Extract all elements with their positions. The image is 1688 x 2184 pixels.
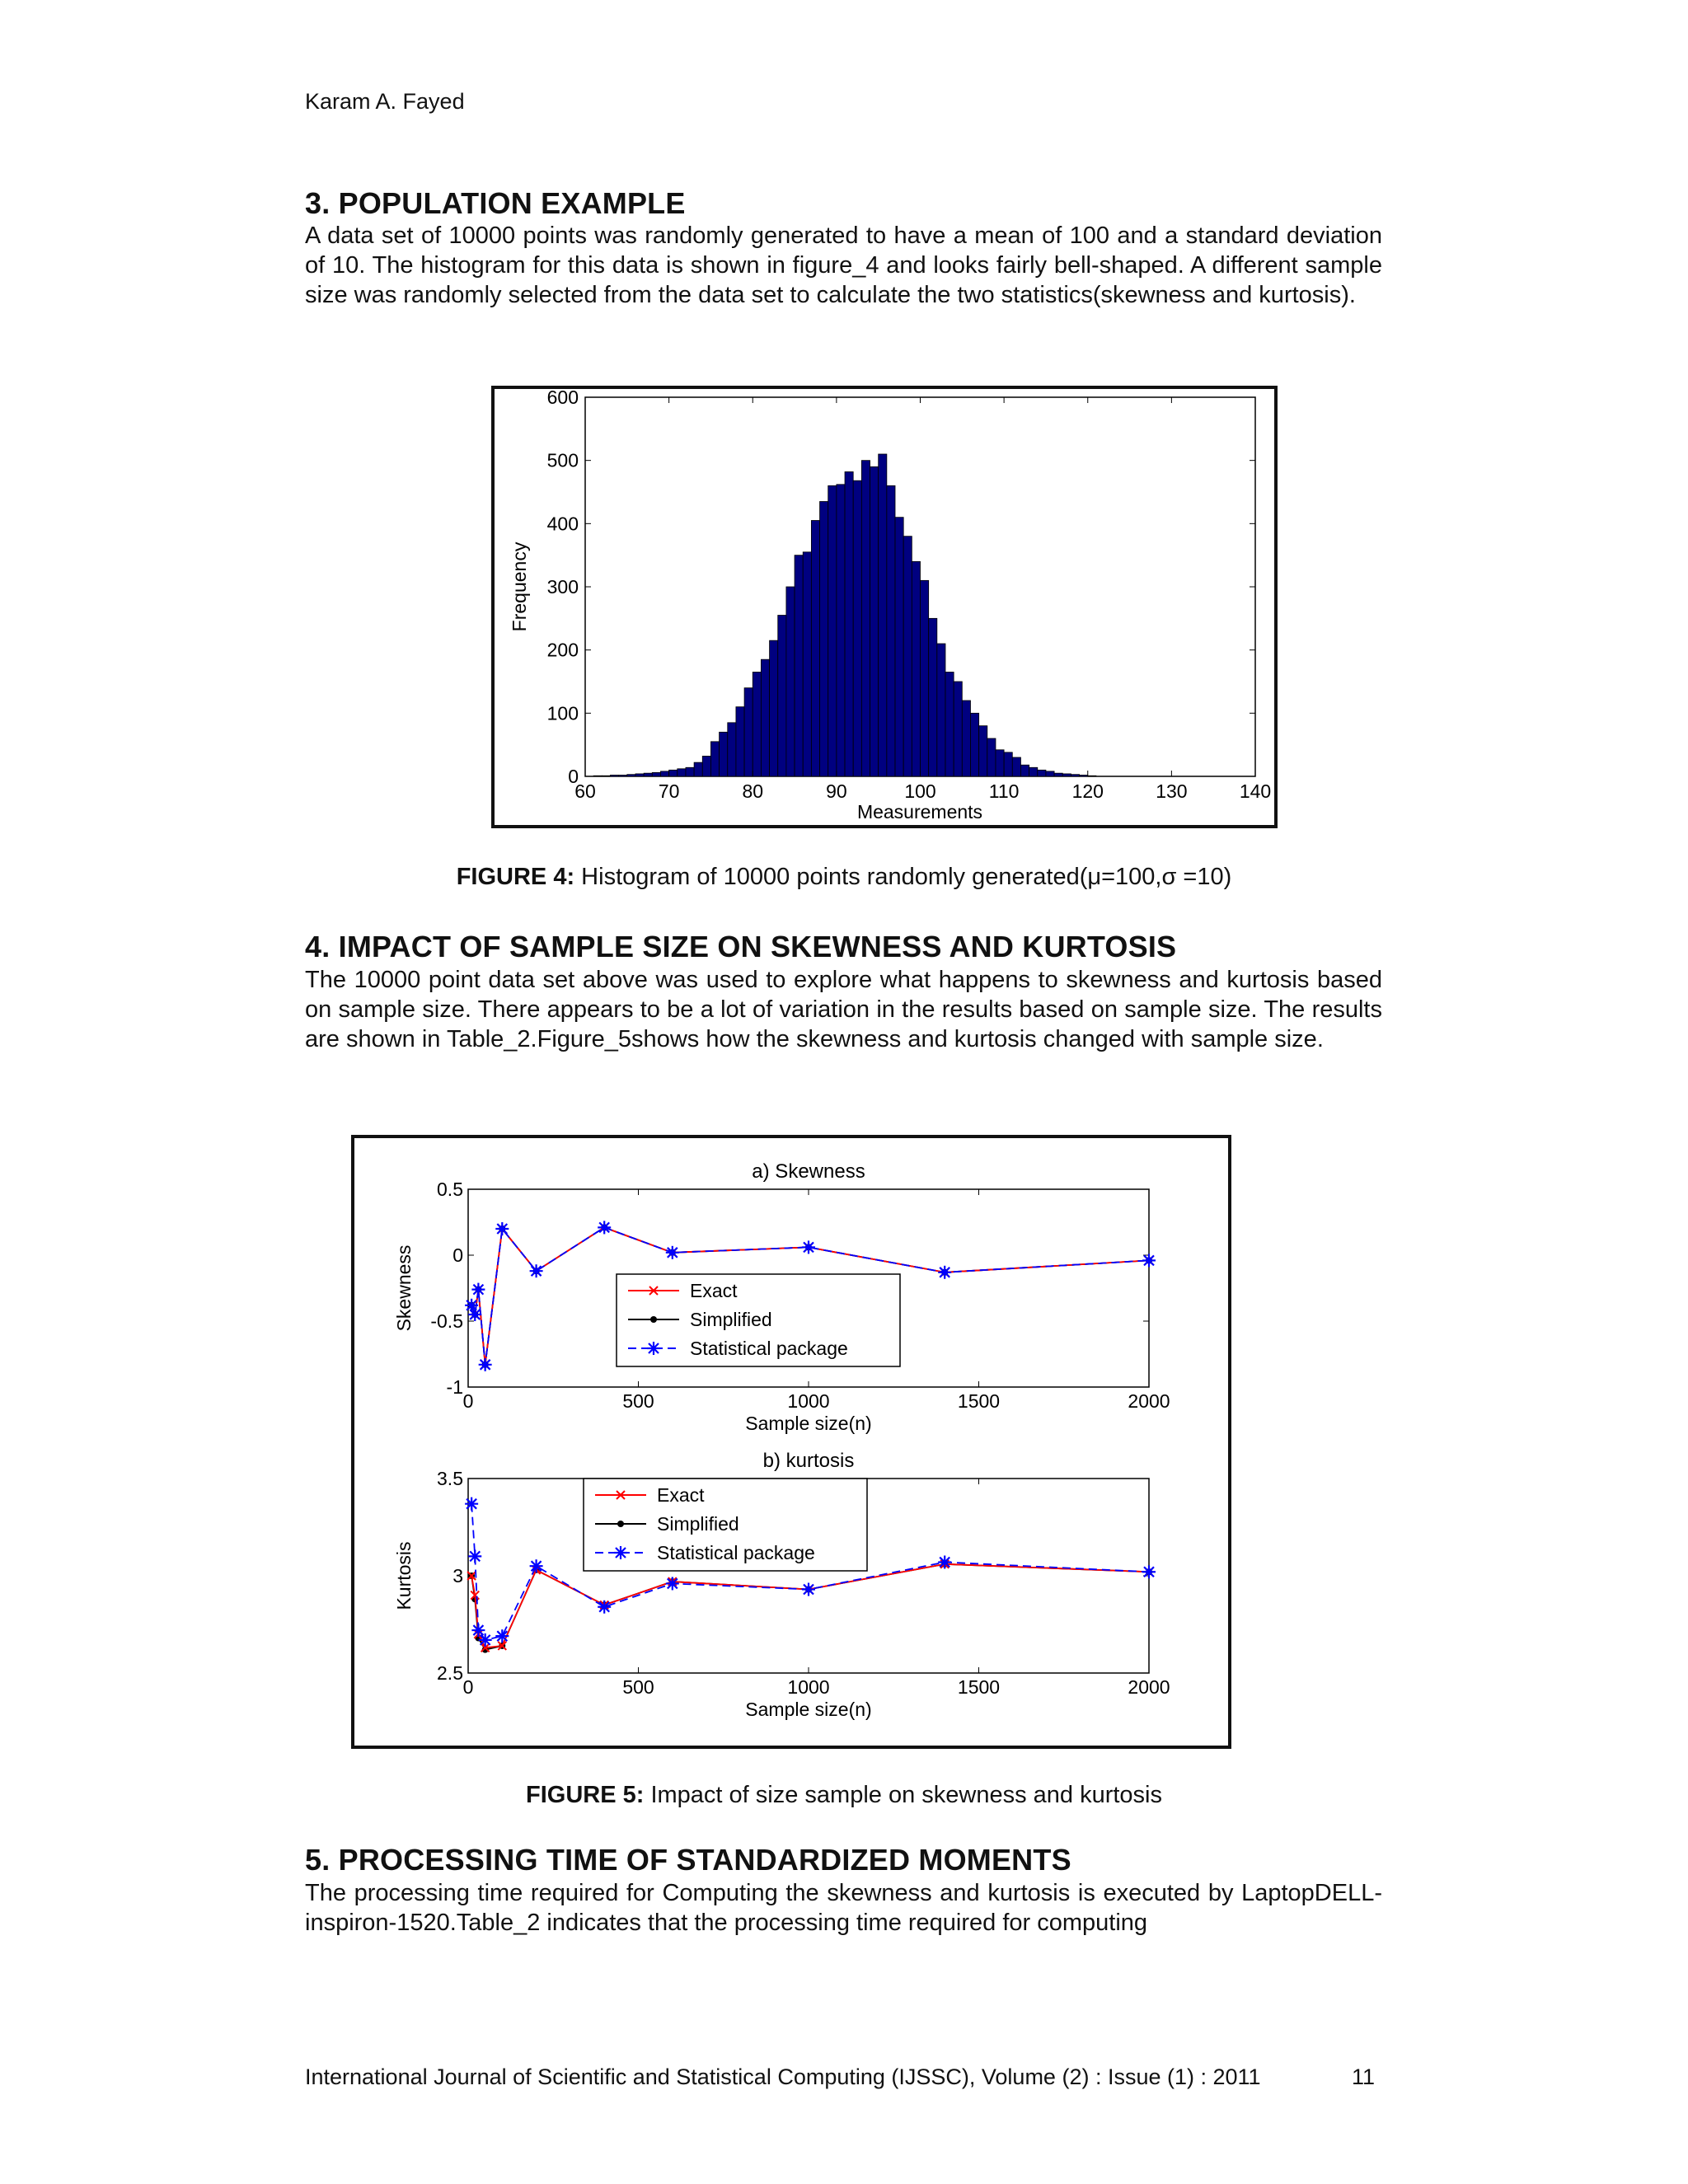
histogram-bar [853, 480, 861, 776]
series-point-statistical-package [666, 1577, 679, 1590]
histogram-bar [728, 723, 736, 776]
histogram-bar [1062, 774, 1071, 776]
panel-x-label: Sample size(n) [745, 1699, 872, 1720]
histogram-x-tick-label: 130 [1156, 780, 1188, 802]
panel-y-tick-label: 2.5 [437, 1662, 463, 1684]
panel-x-tick-label: 500 [622, 1390, 654, 1412]
figure-4-caption-text: Histogram of 10000 points randomly generated(μ=100,σ =10) [574, 864, 1232, 890]
figure-4-caption [0, 864, 1688, 891]
histogram-bar [1029, 767, 1038, 776]
figure-5-caption-label: FIGURE 5: [525, 1782, 645, 1808]
section-5-paragraph: The processing time required for Computing the skewness and kurtosis is executed by LaptopDELL-inspiron-1520.Table_2 indicates that the processing time required for computing [305, 1880, 1382, 1936]
panel-legend [617, 1274, 900, 1366]
series-point-statistical-package [471, 1624, 485, 1637]
panel-y-label: Kurtosis [393, 1541, 415, 1610]
histogram-bar [795, 555, 803, 776]
series-point-statistical-package [495, 1222, 509, 1235]
histogram-bar [820, 502, 828, 777]
legend-label: Simplified [690, 1309, 772, 1330]
histogram-bar [694, 762, 702, 776]
panel-y-tick-label: 3.5 [437, 1468, 463, 1489]
histogram-bar [937, 644, 945, 776]
legend-marker [650, 1316, 657, 1323]
histogram-bar [736, 707, 744, 776]
histogram-bar [627, 775, 635, 776]
figure-4-caption-label: FIGURE 4: [456, 864, 575, 890]
legend-label: Statistical package [690, 1338, 848, 1359]
legend-marker [617, 1521, 624, 1527]
histogram-y-label: Frequency [509, 541, 530, 632]
figure-5-frame [351, 1135, 1231, 1749]
running-header-author: Karam A. Fayed [305, 89, 465, 114]
histogram-bar [635, 774, 644, 776]
histogram-bar [1080, 775, 1088, 776]
panel-x-tick-label: 0 [462, 1390, 474, 1412]
histogram-bar [828, 485, 837, 776]
histogram-bar [912, 561, 920, 776]
section-4-paragraph: The 10000 point data set above was used to explore what happens to skewness and kurtosis based on sample size. There appears to be a lot of variation in the results based on sample size. The results are shown in Table_2.Figure_5shows how the skewness and kurtosis changed with sample size. [305, 967, 1382, 1052]
histogram-bar [786, 587, 795, 776]
series-point-statistical-package [465, 1497, 478, 1511]
histogram-bar [954, 682, 962, 776]
histogram-bar [996, 750, 1004, 776]
panel-x-tick-label: 1000 [787, 1390, 830, 1412]
series-point-statistical-package [471, 1283, 485, 1296]
histogram-bar [970, 713, 978, 776]
figure-5-caption-text: Impact of size sample on skewness and kurtosis [644, 1782, 1163, 1808]
histogram-y-tick-label: 0 [568, 766, 579, 787]
histogram-x-tick-label: 140 [1239, 780, 1272, 802]
page-number: 11 [1352, 2064, 1376, 2089]
section-3-paragraph: A data set of 10000 points was randomly generated to have a mean of 100 and a standard deviation of 10. The histogram for this data is shown in figure_4 and looks fairly bell-shaped. A different sample size was randomly selected from the data set to calculate the two statistics(skewness and kurtosis). [305, 223, 1382, 308]
histogram-bar [1038, 770, 1046, 776]
histogram-bar [660, 771, 668, 776]
section-4-title: 4. IMPACT OF SAMPLE SIZE ON SKEWNESS AND KURTOSIS [305, 930, 1177, 963]
histogram-bar [669, 770, 678, 776]
histogram-bar [744, 688, 753, 776]
panel-x-label: Sample size(n) [745, 1413, 872, 1434]
panel-y-tick-label: 0 [452, 1244, 463, 1266]
histogram-bar [610, 775, 618, 776]
legend-label: Simplified [657, 1513, 739, 1535]
histogram-bar [895, 518, 903, 776]
histogram-y-tick-label: 600 [546, 389, 579, 408]
series-point-statistical-package [495, 1629, 509, 1643]
legend-label: Exact [690, 1280, 738, 1301]
histogram-bar [686, 767, 694, 776]
series-point-statistical-package [802, 1583, 815, 1596]
histogram-bar [770, 640, 778, 776]
panel-x-tick-label: 500 [622, 1676, 654, 1698]
histogram-bar [1012, 757, 1020, 776]
panel-x-tick-label: 1000 [787, 1676, 830, 1698]
histogram-bar [845, 471, 853, 776]
legend-marker [647, 1342, 660, 1355]
histogram-x-tick-label: 110 [988, 780, 1020, 802]
histogram-bar [761, 659, 769, 776]
histogram-bar [652, 772, 660, 776]
panel-title: a) Skewness [752, 1160, 865, 1183]
section-5-title: 5. PROCESSING TIME OF STANDARDIZED MOMENTS [305, 1843, 1071, 1877]
series-point-statistical-package [598, 1221, 611, 1234]
series-point-statistical-package [530, 1559, 543, 1572]
histogram-bar [619, 775, 627, 776]
panel-x-tick-label: 1500 [957, 1390, 1001, 1412]
histogram-bar [861, 461, 870, 776]
legend-label: Exact [657, 1484, 705, 1506]
histogram-bar [1054, 773, 1062, 776]
histogram-bar [644, 773, 652, 776]
histogram-bar [962, 701, 970, 776]
histogram-y-tick-label: 300 [546, 576, 579, 598]
histogram-bar [987, 738, 996, 776]
series-point-statistical-package [1142, 1254, 1156, 1267]
panel-x-tick-label: 2000 [1128, 1390, 1170, 1412]
panel-legend [584, 1479, 867, 1571]
series-point-statistical-package [530, 1264, 543, 1277]
histogram-bar [929, 618, 937, 776]
histogram-x-tick-label: 100 [904, 780, 936, 802]
histogram-x-tick-label: 90 [826, 780, 847, 802]
histogram-x-tick-label: 80 [742, 780, 764, 802]
histogram-y-tick-label: 100 [546, 702, 579, 724]
series-point-statistical-package [938, 1266, 951, 1279]
panel-y-label: Skewness [393, 1244, 415, 1332]
series-point-statistical-package [666, 1246, 679, 1259]
histogram-x-label: Measurements [856, 801, 983, 823]
histogram-bar [870, 466, 879, 776]
histogram-y-tick-label: 200 [546, 639, 579, 661]
histogram-chart [495, 389, 1274, 825]
histogram-bar [903, 537, 912, 776]
series-point-statistical-package [468, 1308, 481, 1321]
histogram-bar [945, 673, 954, 777]
panel-x-tick-label: 0 [462, 1676, 474, 1698]
histogram-bar [879, 454, 887, 776]
histogram-bar [1071, 775, 1079, 776]
histogram-x-tick-label: 70 [658, 780, 680, 802]
panel-y-tick-label: -0.5 [430, 1310, 463, 1332]
panel-title: b) kurtosis [762, 1450, 855, 1472]
series-point-statistical-package [598, 1601, 611, 1614]
skewness-kurtosis-chart [354, 1138, 1228, 1746]
histogram-bar [887, 485, 895, 776]
series-point-statistical-package [1142, 1565, 1156, 1578]
histogram-bar [678, 769, 686, 776]
histogram-bar [702, 756, 710, 776]
panel-x-tick-label: 1500 [957, 1676, 1001, 1698]
histogram-bar [1004, 752, 1012, 776]
histogram-bar [1046, 771, 1054, 776]
histogram-bar [753, 673, 761, 777]
footer-journal: International Journal of Scientific and Statistical Computing (IJSSC), Volume (2) : Issue (1) : 2011 [305, 2064, 1261, 2089]
histogram-bar [1020, 765, 1029, 776]
histogram-x-tick-label: 60 [574, 780, 596, 802]
legend-marker [614, 1546, 627, 1559]
series-point-statistical-package [468, 1549, 481, 1563]
histogram-bar [778, 616, 786, 777]
histogram-y-tick-label: 500 [546, 449, 579, 471]
series-point-statistical-package [938, 1555, 951, 1568]
series-point-statistical-package [479, 1358, 492, 1371]
series-point-statistical-package [479, 1633, 492, 1647]
figure-5-caption [0, 1782, 1688, 1809]
panel-x-tick-label: 2000 [1128, 1676, 1170, 1698]
histogram-bar [803, 552, 811, 776]
histogram-bar [837, 485, 845, 776]
panel-y-tick-label: -1 [446, 1376, 463, 1398]
histogram-bar [979, 726, 987, 776]
histogram-bar [720, 732, 728, 776]
histogram-x-tick-label: 120 [1071, 780, 1104, 802]
figure-4-frame [491, 386, 1278, 828]
histogram-bar [921, 580, 929, 776]
panel-y-tick-label: 3 [452, 1565, 463, 1586]
histogram-bar [710, 742, 719, 776]
section-3-title: 3. POPULATION EXAMPLE [305, 186, 686, 220]
legend-label: Statistical package [657, 1542, 815, 1563]
histogram-y-tick-label: 400 [546, 513, 579, 535]
series-point-statistical-package [802, 1240, 815, 1254]
histogram-bar [811, 521, 819, 777]
panel-y-tick-label: 0.5 [437, 1179, 463, 1200]
